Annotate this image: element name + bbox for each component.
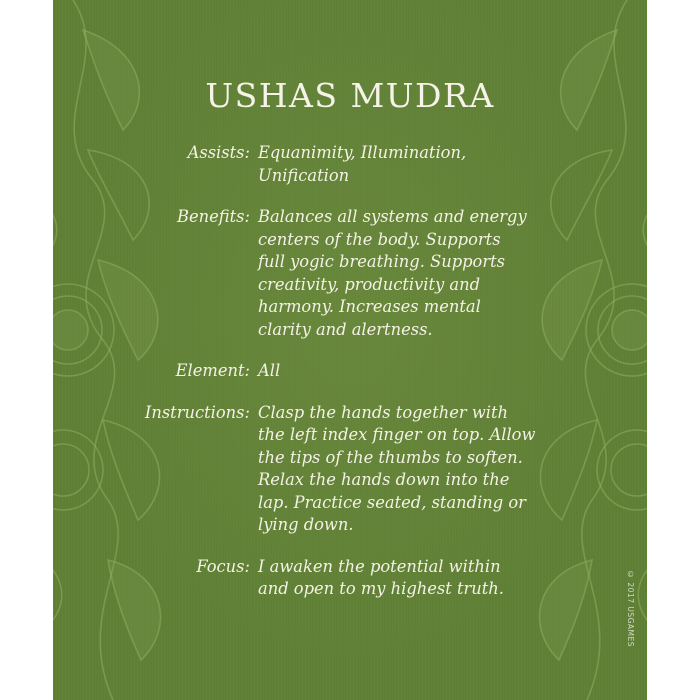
entry-line: Clasp the hands together with — [258, 402, 508, 422]
entry-line: and open to my highest truth. — [258, 579, 504, 598]
entry-label: Element: — [175, 361, 250, 380]
card-title: USHAS MUDRA — [205, 76, 495, 115]
entry-benefits — [53, 206, 647, 341]
entry-value — [258, 402, 538, 537]
entry-line: Relax the hands down into the — [258, 470, 510, 489]
entry-line: the tips of the thumbs to soften. — [258, 447, 523, 467]
entry-line: clarity and alertness. — [258, 319, 433, 339]
entry-element — [53, 360, 647, 383]
entry-line: creativity, productivity and — [258, 274, 481, 294]
entry-list — [53, 142, 647, 620]
entry-line: Unification — [258, 165, 350, 185]
entry-line: the left index finger on top. Allow — [258, 425, 536, 444]
entry-instructions — [53, 402, 647, 537]
entry-line: lying down. — [258, 515, 354, 534]
mudra-card — [53, 0, 647, 700]
entry-line: lap. Practice seated, standing or — [258, 492, 526, 512]
entry-line: centers of the body. Supports — [258, 229, 501, 249]
entry-line: I awaken the potential within — [258, 556, 501, 576]
entry-focus — [53, 556, 647, 601]
entry-line: All — [258, 361, 281, 380]
entry-line: full yogic breathing. Supports — [258, 252, 506, 271]
entry-label: Instructions: — [144, 402, 250, 422]
entry-value — [258, 360, 538, 383]
entry-value — [258, 206, 538, 341]
entry-label: Focus: — [196, 556, 250, 576]
entry-label: Assists: — [187, 143, 250, 162]
entry-value — [258, 556, 538, 601]
copyright-notice: © 2017 USGAMES — [626, 570, 635, 648]
entry-label: Benefits: — [177, 207, 250, 226]
entry-assists — [53, 142, 647, 187]
entry-line: Balances all systems and energy — [258, 207, 527, 226]
entry-value — [258, 142, 538, 187]
entry-line: Equanimity, Illumination, — [258, 143, 467, 162]
entry-line: harmony. Increases mental — [258, 297, 481, 316]
